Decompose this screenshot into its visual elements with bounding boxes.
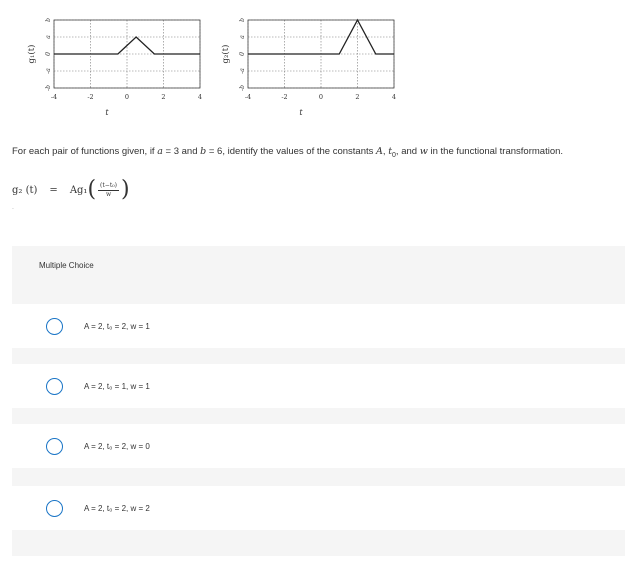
var-t-sub: 0 — [392, 151, 396, 159]
transformation-formula — [12, 176, 130, 204]
formula-fraction — [98, 182, 119, 199]
multiple-choice-title: Multiple Choice — [39, 261, 94, 270]
choice-label: A = 2, t₀ = 2, w = 1 — [84, 321, 150, 331]
choice-option[interactable] — [12, 364, 625, 408]
x-axis-label: t — [299, 108, 303, 117]
var-w: w — [419, 146, 428, 157]
y-tick-label: b — [45, 18, 52, 22]
x-tick-label: -4 — [244, 93, 252, 101]
x-tick-label: 2 — [355, 93, 360, 101]
formula-rhs: Ag₁ — [69, 184, 88, 196]
question-text — [12, 146, 563, 159]
var-A: A — [376, 146, 383, 157]
question-part: For each pair of functions given, if — [12, 146, 158, 157]
var-a: a — [157, 146, 163, 157]
choice-label: A = 2, t₀ = 1, w = 1 — [84, 381, 150, 391]
fraction-denominator: w — [105, 190, 112, 198]
x-tick-label: -2 — [281, 93, 288, 101]
y-tick-label: -a — [239, 68, 246, 74]
y-tick-label: 0 — [45, 52, 52, 56]
x-tick-label: 4 — [391, 93, 397, 101]
y-tick-label: a — [239, 35, 246, 39]
radio-button[interactable] — [46, 500, 63, 517]
plot-g2 — [212, 14, 412, 126]
plot-g1 — [18, 14, 218, 126]
radio-button[interactable] — [46, 438, 63, 455]
x-axis-label: t — [105, 108, 109, 117]
question-part: = 6, identify the values of the constants — [206, 146, 377, 157]
choice-label: A = 2, t₀ = 2, w = 0 — [84, 441, 150, 451]
formula-equals: = — [49, 184, 58, 196]
radio-button[interactable] — [46, 378, 63, 395]
stray-mark: ˙ — [12, 207, 15, 216]
x-tick-label: -2 — [87, 93, 94, 101]
y-tick-label: 0 — [239, 52, 246, 56]
y-tick-label: -b — [45, 85, 52, 91]
plot-g2-svg — [212, 14, 412, 126]
left-paren: ( — [87, 177, 97, 202]
x-tick-label: 0 — [124, 93, 130, 101]
y-tick-label: a — [45, 35, 52, 39]
y-axis-label: g₁(t) — [27, 44, 37, 64]
choice-option[interactable] — [12, 486, 625, 530]
formula-lhs: g₂ (t) — [12, 184, 38, 196]
var-t: t — [388, 146, 393, 157]
question-part: , and — [395, 146, 420, 157]
question-part: = 3 and — [162, 146, 201, 157]
choice-label: A = 2, t₀ = 2, w = 2 — [84, 503, 150, 513]
multiple-choice-panel — [12, 246, 625, 556]
radio-button[interactable] — [46, 318, 63, 335]
right-paren: ) — [120, 177, 130, 202]
choice-option[interactable] — [12, 304, 625, 348]
var-b: b — [200, 146, 207, 157]
plot-g1-svg — [18, 14, 218, 126]
choice-option[interactable] — [12, 424, 625, 468]
y-tick-label: -b — [239, 85, 246, 91]
question-part: , — [382, 146, 389, 157]
x-tick-label: -4 — [50, 93, 58, 101]
x-tick-label: 2 — [161, 93, 166, 101]
question-part: in the functional transformation. — [427, 146, 564, 157]
x-tick-label: 4 — [197, 93, 203, 101]
x-tick-label: 0 — [318, 93, 324, 101]
y-axis-label: g₂(t) — [221, 44, 231, 64]
fraction-numerator: (t−t₀) — [100, 181, 117, 189]
y-tick-label: b — [239, 18, 246, 22]
y-tick-label: -a — [45, 68, 52, 74]
